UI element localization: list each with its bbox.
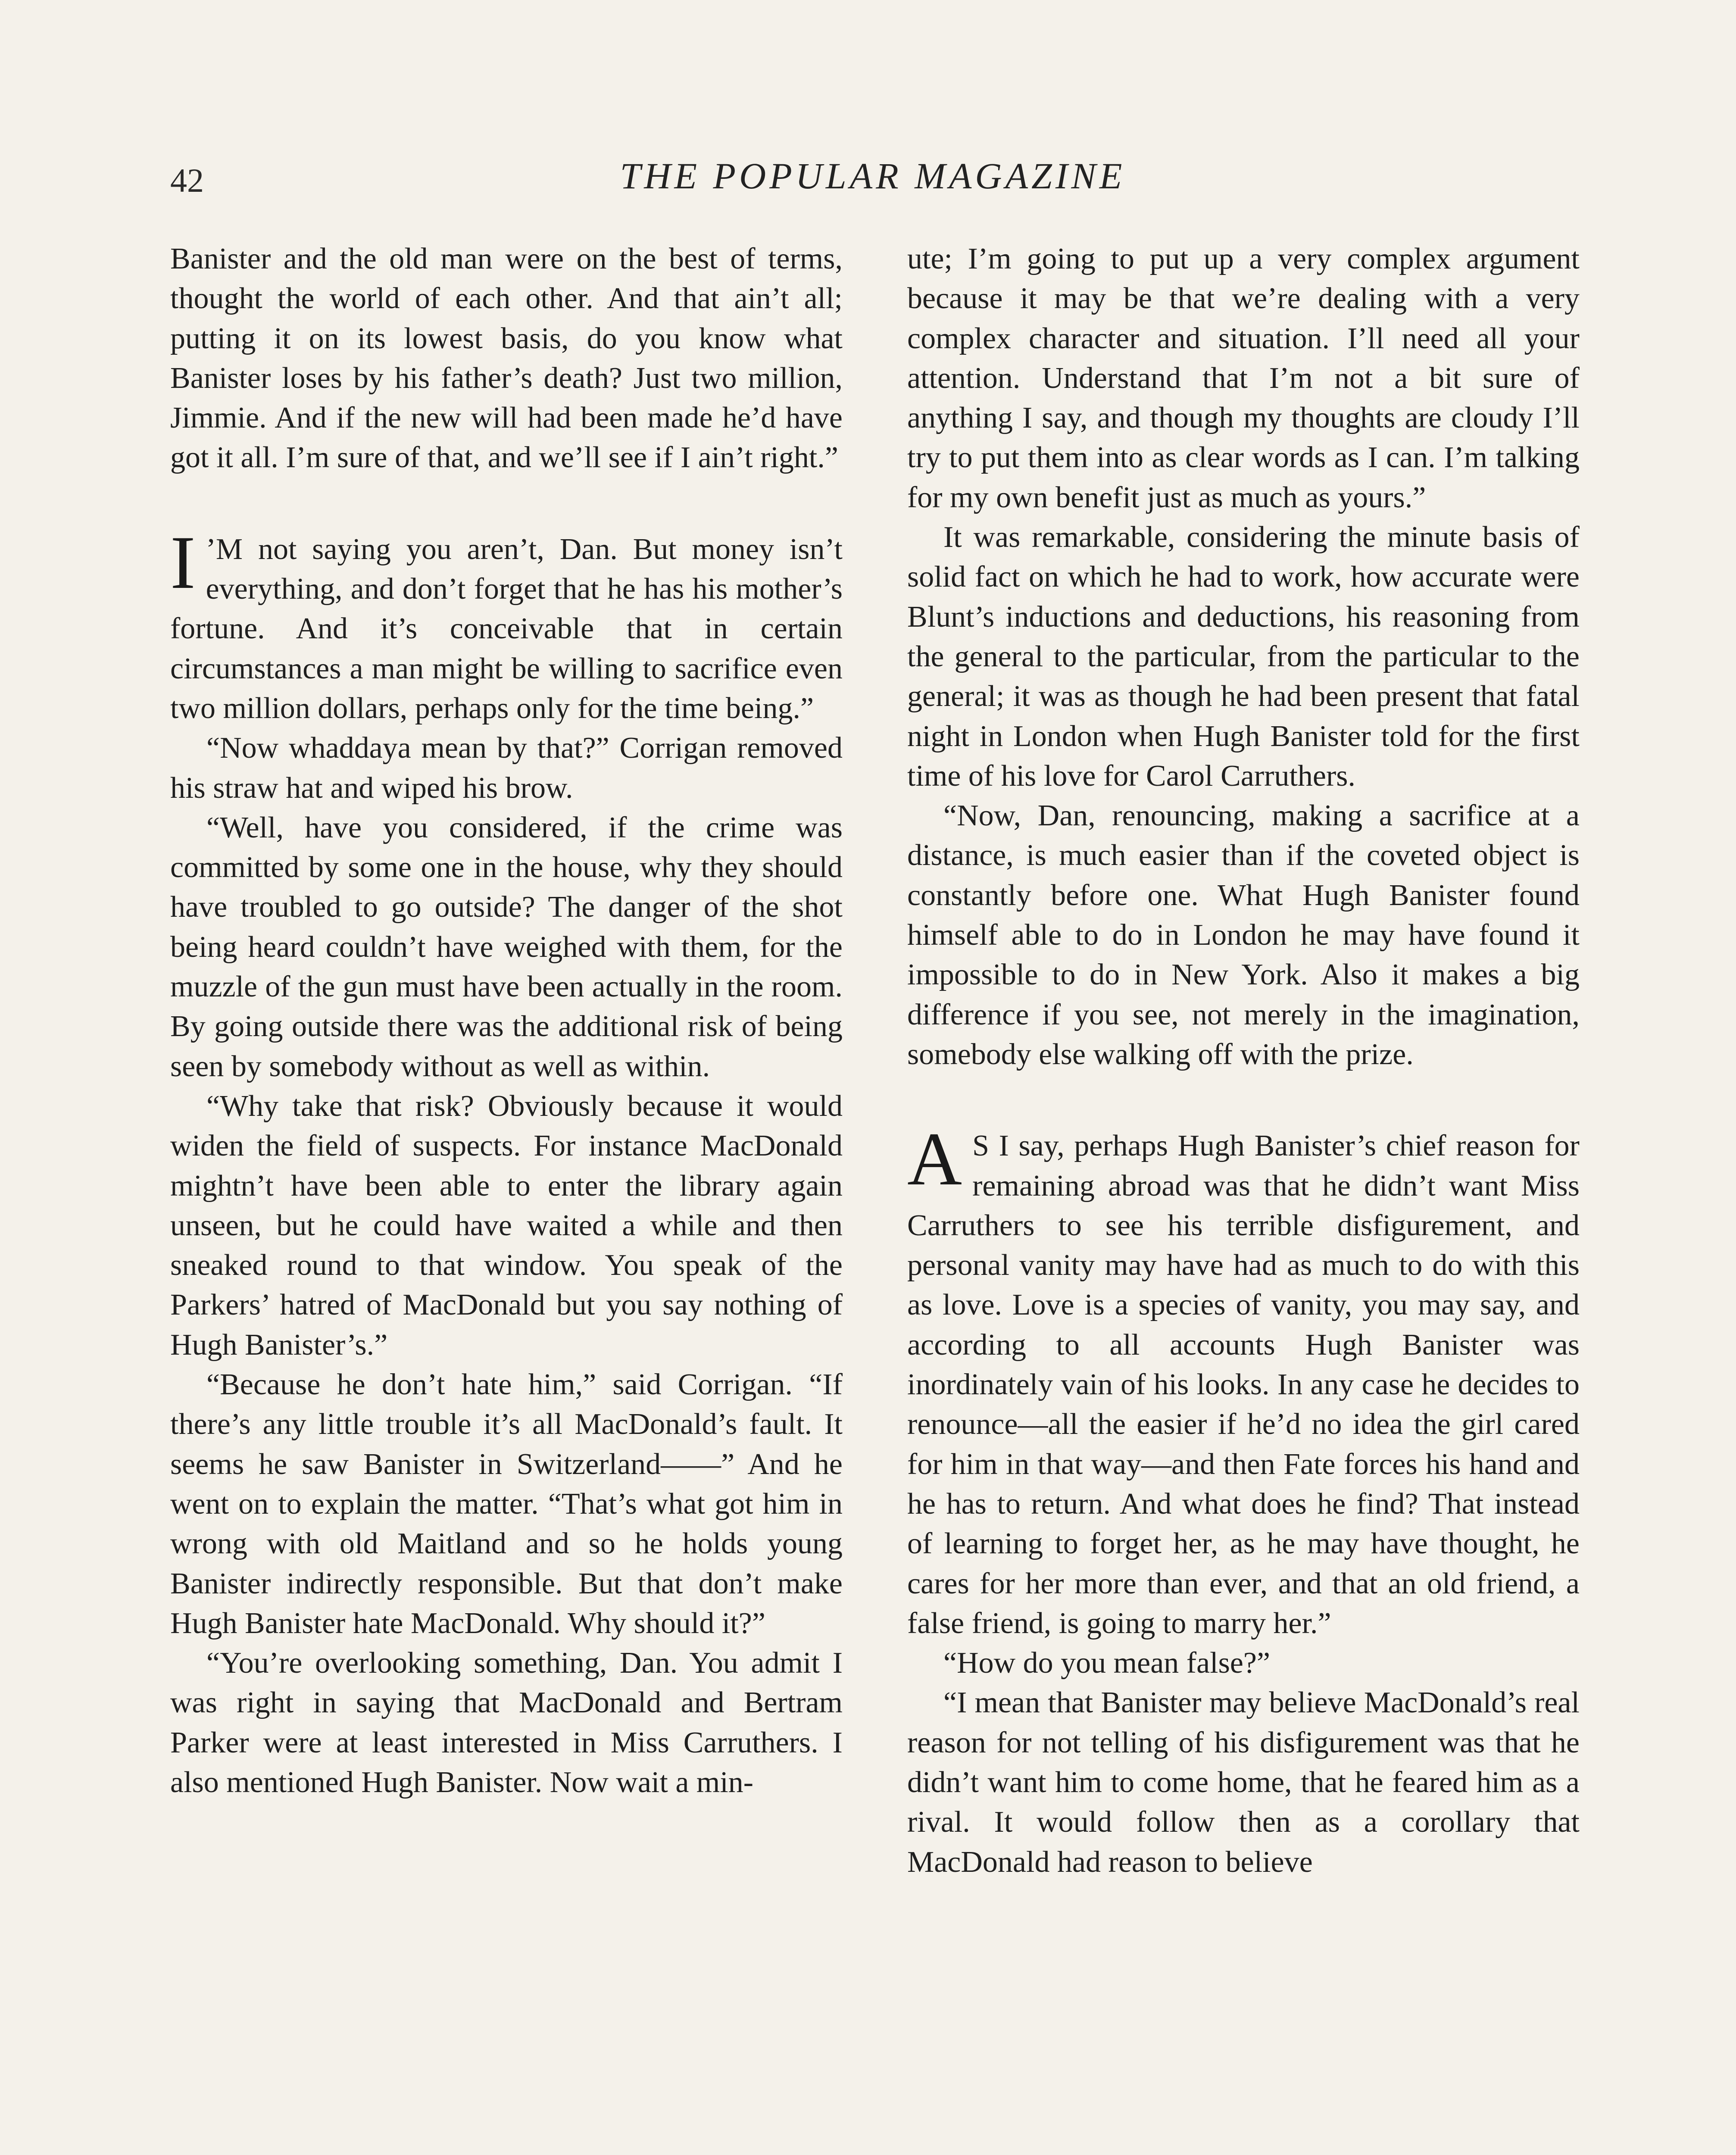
paragraph: “Because he don’t hate him,” said Corrigan. “If there’s any little trouble it’s all MacDonald’s fault. It seems he saw Banister in Switzerland——” And he went on to explain the matter. “That’s what got him in wrong with old Maitland and so he holds young Banister indirectly responsible. But that don’t make Hugh Banister hate MacDonald. Why should it?” [170, 1368, 843, 1640]
drop-cap: I [170, 520, 196, 605]
paragraph: Banister and the old man were on the best of terms, thought the world of each other. And that ain’t all; putting it on its lowest basis, do you know what Banister loses by his father’s death? Just two million, Jimmie. And if the new will had been made he’d have got it all. I’m sure of that, and we’ll see if I ain’t right.” [170, 242, 843, 475]
paragraph-text: S I say, perhaps Hugh Banister’s chief reason for remaining abroad was that he didn’t want Miss Carruthers to see his terrible disfigurement, and personal vanity may have had as much to do with this as love. Love is a species of vanity, you may say, and according to all accounts Hugh Banister was inordinately vain of his looks. In any case he decides to renounce—all the easier if he’d no idea the girl cared for him in that way—and then Fate forces his hand and he has to return. And what does he find? That instead of learning to forget her, as he may have thought, he cares for her more than ever, and that an old friend, a false friend, is going to marry her.” [907, 1129, 1580, 1640]
section-paragraph [907, 1117, 1580, 1643]
page-header [170, 155, 1575, 207]
article-columns [170, 239, 1580, 2155]
paragraph: “Now whaddaya mean by that?” Corrigan removed his straw hat and wiped his brow. [170, 731, 843, 805]
paragraph: “Well, have you considered, if the crime was committed by some one in the house, why they should have troubled to go outside? The danger of the shot being heard couldn’t have weighed with them, for the muzzle of the gun must have been actually in the room. By going outside there was the additional risk of being seen by somebody without as well as within. [170, 811, 843, 1083]
paragraph: “You’re overlooking something, Dan. You admit I was right in saying that MacDonald and Bertram Parker were at least interested in Miss Carruthers. I also mentioned Hugh Banister. Now wait a min- [170, 1646, 843, 1799]
paragraph: “Why take that risk? Obviously because it would widen the field of suspects. For instance MacDonald mightn’t have been able to enter the library again unseen, but he could have waited a while and then sneaked round to that window. You speak of the Parkers’ hatred of MacDonald but you say nothing of Hugh Banister’s.” [170, 1089, 843, 1362]
paragraph: “How do you mean false?” [943, 1646, 1271, 1680]
paragraph: “I mean that Banister may believe MacDonald’s real reason for not telling of his disfigurement was that he didn’t want him to come home, that he feared him as a rival. It would follow then as a corollary that MacDonald had reason to believe [907, 1686, 1580, 1879]
left-column [170, 239, 843, 2155]
drop-cap: A [907, 1117, 962, 1202]
paragraph: It was remarkable, considering the minute basis of solid fact on which he had to work, how accurate were Blunt’s inductions and deductions, his reasoning from the general to the particular, from the particular to the general; it was as though he had been present that fatal night in London when Hugh Banister told for the first time of his love for Carol Carruthers. [907, 521, 1580, 793]
paragraph-text: ’M not saying you aren’t, Dan. But money isn’t everything, and don’t forget that he has his mother’s fortune. And it’s conceivable that in certain circumstances a man might be willing to sacrifice even two million dollars, perhaps only for the time being.” [170, 532, 843, 725]
section-paragraph [170, 520, 843, 728]
magazine-title: THE POPULAR MAGAZINE [620, 155, 1126, 197]
page-number: 42 [170, 162, 204, 199]
paragraph: ute; I’m going to put up a very complex argument because it may be that we’re dealing with a very complex character and situation. I’ll need all your attention. Understand that I’m not a bit sure of anything I say, and though my thoughts are cloudy I’ll try to put them into as clear words as I can. I’m talking for my own benefit just as much as yours.” [907, 242, 1580, 514]
paragraph: “Now, Dan, renouncing, making a sacrifice at a distance, is much easier than if the coveted object is constantly before one. What Hugh Banister found himself able to do in London he may have found it impossible to do in New York. Also it makes a big difference if you see, not merely in the imagination, somebody else walking off with the prize. [907, 799, 1580, 1071]
right-column [907, 239, 1580, 2155]
